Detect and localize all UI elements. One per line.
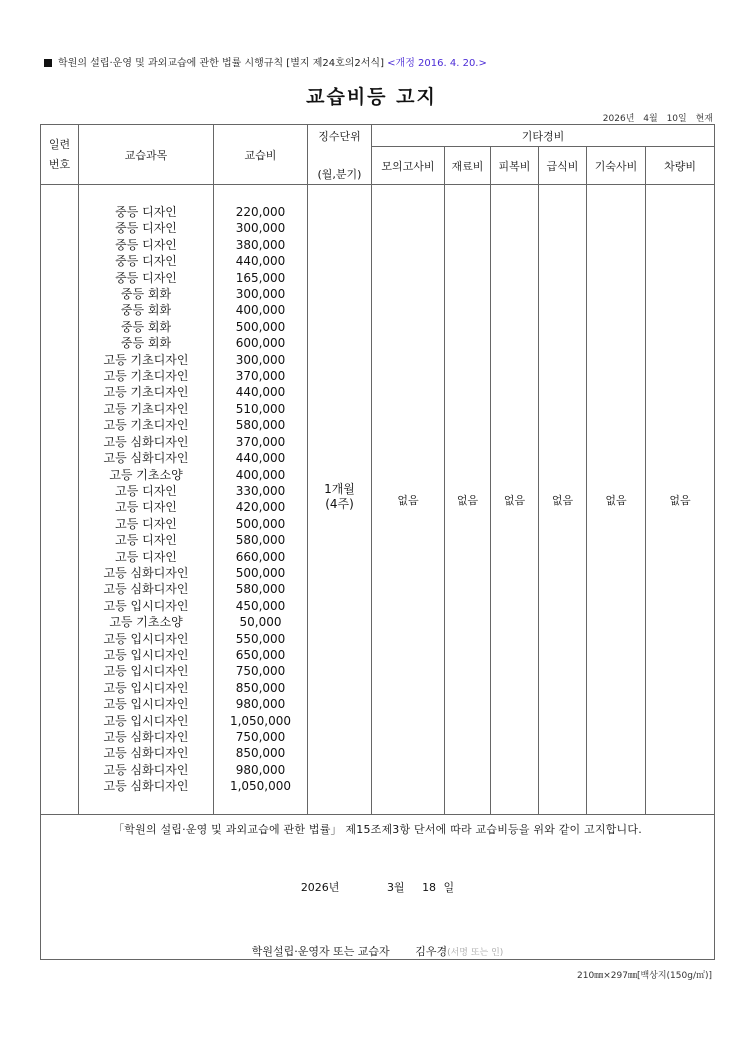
header-fee: 교습비 [214, 125, 308, 185]
signer-line [41, 943, 714, 959]
subject-item: 고등 디자인 [115, 483, 177, 498]
subject-item: 고등 입시디자인 [103, 647, 189, 662]
subject-item: 중등 회화 [120, 287, 172, 302]
fee-item: 750,000 [235, 730, 286, 744]
subject-item: 고등 기초디자인 [103, 418, 189, 433]
fee-list-cell [214, 185, 308, 815]
subject-item: 중등 디자인 [115, 205, 177, 219]
header-unit: 징수단위 (월,분기) [308, 125, 372, 185]
header-mock-test: 모의고사비 [372, 147, 445, 185]
fee-item: 600,000 [235, 336, 286, 351]
fee-item: 1,050,000 [229, 713, 292, 728]
fee-item: 370,000 [235, 434, 286, 449]
fee-item: 550,000 [235, 631, 286, 646]
fee-item: 165,000 [235, 270, 286, 285]
fee-item: 220,000 [235, 205, 286, 219]
uniform-value: 없음 [491, 185, 539, 815]
subject-item: 고등 심화디자인 [103, 730, 189, 744]
subject-item: 고등 디자인 [115, 549, 177, 564]
notice-statement-block [41, 815, 715, 960]
fee-item: 850,000 [235, 680, 286, 695]
page-title: 교습비등 고지 [306, 86, 437, 108]
subject-item: 고등 심화디자인 [103, 565, 189, 580]
header-materials: 재료비 [445, 147, 491, 185]
subject-item: 고등 입시디자인 [103, 598, 189, 613]
subject-item: 고등 기초디자인 [103, 352, 189, 367]
subject-item: 고등 입시디자인 [103, 631, 189, 646]
fee-list [214, 185, 307, 795]
subject-item: 고등 입시디자인 [103, 680, 189, 695]
as-of-date: 2026년 4월 10일 현재 [602, 114, 713, 124]
subject-item: 고등 기초소양 [109, 615, 183, 630]
fee-item: 980,000 [235, 762, 286, 777]
subject-item: 중등 디자인 [115, 254, 177, 269]
header-meal: 급식비 [539, 147, 587, 185]
subject-item: 고등 심화디자인 [103, 779, 189, 794]
fee-item: 300,000 [235, 287, 286, 302]
subject-list-cell [79, 185, 214, 815]
fee-item: 400,000 [235, 467, 286, 482]
fee-item: 420,000 [235, 500, 286, 515]
fee-item: 980,000 [235, 697, 286, 712]
dorm-value: 없음 [587, 185, 646, 815]
fee-item: 330,000 [235, 483, 286, 498]
fee-item: 300,000 [235, 221, 286, 236]
subject-item: 고등 디자인 [115, 516, 177, 531]
fee-item: 660,000 [235, 549, 286, 564]
notice-date: 2026년 3월 18 일 [300, 881, 455, 894]
subject-item: 중등 디자인 [115, 221, 177, 236]
subject-item: 중등 디자인 [115, 237, 177, 252]
fee-item: 580,000 [235, 533, 286, 548]
signer-label: 학원설립·운영자 또는 교습자 [251, 945, 390, 958]
fee-item: 450,000 [235, 598, 286, 613]
subject-item: 고등 디자인 [115, 533, 177, 548]
subject-item: 중등 회화 [120, 303, 172, 318]
fee-item: 440,000 [235, 254, 286, 269]
fee-item: 650,000 [235, 647, 286, 662]
sign-hint: (서명 또는 인) [447, 948, 504, 958]
subject-item: 중등 회화 [120, 336, 172, 351]
fee-item: 510,000 [235, 401, 286, 416]
fee-item: 300,000 [235, 352, 286, 367]
header-subject: 교습과목 [79, 125, 214, 185]
vehicle-value: 없음 [646, 185, 715, 815]
subject-item: 고등 입시디자인 [103, 713, 189, 728]
fee-item: 500,000 [235, 565, 286, 580]
fee-item: 750,000 [235, 664, 286, 679]
fee-item: 580,000 [235, 582, 286, 597]
subject-item: 중등 디자인 [115, 270, 177, 285]
fee-item: 500,000 [235, 319, 286, 334]
fee-item: 370,000 [235, 369, 286, 384]
unit-value: 1개월 (4주) [308, 185, 372, 815]
meal-value: 없음 [539, 185, 587, 815]
header-other-expenses: 기타경비 [372, 125, 715, 147]
law-reference: 학원의 설립·운영 및 과외교습에 관한 법률 시행규칙 [별지 제24호의2서식] [58, 58, 384, 69]
fee-item: 850,000 [235, 746, 286, 761]
subject-list [79, 185, 213, 795]
header-dorm: 기숙사비 [587, 147, 646, 185]
subject-item: 고등 심화디자인 [103, 746, 189, 761]
subject-item: 고등 심화디자인 [103, 762, 189, 777]
subject-item: 고등 입시디자인 [103, 664, 189, 679]
form-reference [44, 54, 487, 69]
subject-item: 고등 심화디자인 [103, 434, 189, 449]
fee-item: 500,000 [235, 516, 286, 531]
fee-item: 50,000 [239, 615, 282, 630]
subject-item: 고등 심화디자인 [103, 451, 189, 466]
paper-size-note: 210㎜×297㎜[백상지(150g/㎡)] [577, 971, 712, 981]
subject-item: 고등 입시디자인 [103, 697, 189, 712]
fee-item: 1,050,000 [229, 779, 292, 794]
serial-cell [41, 185, 79, 815]
subject-item: 고등 심화디자인 [103, 582, 189, 597]
mock-test-value: 없음 [372, 185, 445, 815]
revision-date: <개정 2016. 4. 20.> [387, 58, 487, 69]
fee-item: 380,000 [235, 237, 286, 252]
fee-item: 440,000 [235, 451, 286, 466]
fee-table [40, 124, 715, 960]
subject-item: 중등 회화 [120, 319, 172, 334]
subject-item: 고등 기초디자인 [103, 401, 189, 416]
header-vehicle: 차량비 [646, 147, 715, 185]
subject-item: 고등 디자인 [115, 500, 177, 515]
square-bullet-icon [44, 59, 52, 67]
notice-statement: 「학원의 설립·운영 및 과외교습에 관한 법률」 제15조제3항 단서에 따라 교습비등을 위와 같이 고지합니다. [113, 823, 642, 836]
fee-item: 440,000 [235, 385, 286, 400]
fee-item: 400,000 [235, 303, 286, 318]
signer-name: 김우경 [415, 945, 448, 958]
subject-item: 고등 기초디자인 [103, 385, 189, 400]
header-uniform: 피복비 [491, 147, 539, 185]
materials-value: 없음 [445, 185, 491, 815]
subject-item: 고등 기초소양 [109, 467, 183, 482]
subject-item: 고등 기초디자인 [103, 369, 189, 384]
header-serial: 일련 번호 [41, 125, 79, 185]
fee-item: 580,000 [235, 418, 286, 433]
